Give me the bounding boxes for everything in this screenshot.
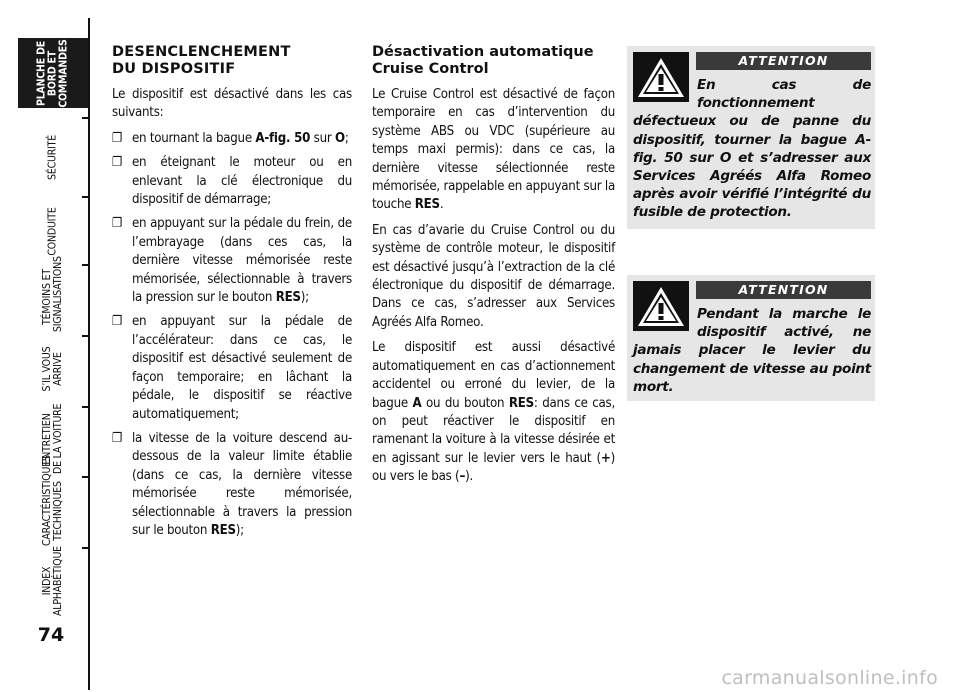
list-item: ❐ la vitesse de la voiture descend au-dessous de la valeur limite établie (dans ce cas, la dernière vitesse mémorisée reste mémorisée, sélectionnable à travers la pression sur le bouton RES); <box>112 430 352 540</box>
tab-temoins[interactable]: TÉMOINS ET SIGNALISATIONS <box>41 256 64 332</box>
tab-securite[interactable]: SÉCURITÉ <box>46 134 59 180</box>
warning-box <box>627 46 875 229</box>
column-desenclenchement <box>112 44 352 546</box>
warning-text: Pendant la marche le dispositif activé, ne jamais placer le levier du changement de vitesse au point mort. <box>633 306 871 395</box>
tab-planche-de-bord[interactable]: PLANCHE DE BORD ET COMMANDES <box>18 38 88 108</box>
checkbox-bullet-icon: ❐ <box>112 130 123 146</box>
paragraph: Le Cruise Control est désactivé de façon temporaire en cas d’intervention du système ABS ou VDC (supérieure au temps maxi permis): dans ce cas, la dernière vitesse sélectionnée reste mémorisée, rappelable en appuyant sur la touche RES. <box>372 87 615 213</box>
warning-heading: ATTENTION <box>696 281 871 299</box>
tab-conduite[interactable]: CONDUITE <box>46 206 59 256</box>
page-number: 74 <box>37 624 65 646</box>
warning-box <box>627 275 875 401</box>
checkbox-bullet-icon: ❐ <box>112 314 123 330</box>
list-item: ❐ en tournant la bague A-fig. 50 sur O; <box>112 130 352 148</box>
list-item: ❐ en éteignant le moteur ou en enlevant la clé électronique du dispositif de démarrage; <box>112 154 352 209</box>
intro-paragraph: Le dispositif est désactivé dans les cas suivants: <box>112 87 352 121</box>
tab-sil-vous-arrive[interactable]: S’IL VOUS ARRIVE <box>41 346 64 392</box>
section-title: Désactivation automatique Cruise Control <box>372 44 594 77</box>
chapter-sidebar <box>0 0 96 692</box>
warning-text: En cas de fonctionnement défectueux ou de panne du dispositif, tourner la bague A-fig. 50 sur O et s’adresser aux Services Agréés Alfa Romeo après avoir vérifié l’intégrité du fusible de protection. <box>633 77 871 221</box>
paragraph: Le dispositif est aussi désactivé automatiquement en cas d’actionnement accidentel ou erroné du levier, de la bague A ou du bouton RES: dans ce cas, on peut réactiver le dispositif en ramenant la voiture à la vitesse désirée et en agissant sur le levier vers le haut (+) ou vers le bas (–). <box>372 340 615 485</box>
checkbox-bullet-icon: ❐ <box>112 155 123 171</box>
list-item: ❐ en appuyant sur la pédale de l’accélérateur: dans ce cas, le dispositif est désactivé seulement de façon temporaire; en lâchant la pédale, le dispositif se réactive automatiquement; <box>112 313 352 423</box>
checkbox-bullet-icon: ❐ <box>112 216 123 232</box>
paragraph: En cas d’avarie du Cruise Control ou du système de contrôle moteur, le dispositif est désactivé jusqu’à l’extraction de la clé électronique du dispositif de démarrage. Dans ce cas, s’adresser aux Services Agréés Alfa Romeo. <box>372 222 615 330</box>
tab-index[interactable]: INDEX ALPHABÉTIQUE <box>41 546 64 616</box>
watermark-text: carmanualsonline.info <box>721 667 938 689</box>
list-item: ❐ en appuyant sur la pédale du frein, de l’embrayage (dans ces cas, la dernière vitesse mémorisée reste mémorisée, sélectionnable à travers la pression sur le bouton RES); <box>112 215 352 307</box>
tab-entretien[interactable]: ENTRETIEN DE LA VOITURE <box>41 403 64 474</box>
tab-caracteristiques[interactable]: CARACTÉRISTIQUES TECHNIQUES <box>41 455 64 546</box>
warning-heading: ATTENTION <box>696 52 871 70</box>
checkbox-bullet-icon: ❐ <box>112 430 123 446</box>
section-title: DESENCLENCHEMENT DU DISPOSITIF <box>112 44 291 77</box>
tab-divider <box>82 117 90 119</box>
column-desactivation-automatique <box>372 44 615 494</box>
